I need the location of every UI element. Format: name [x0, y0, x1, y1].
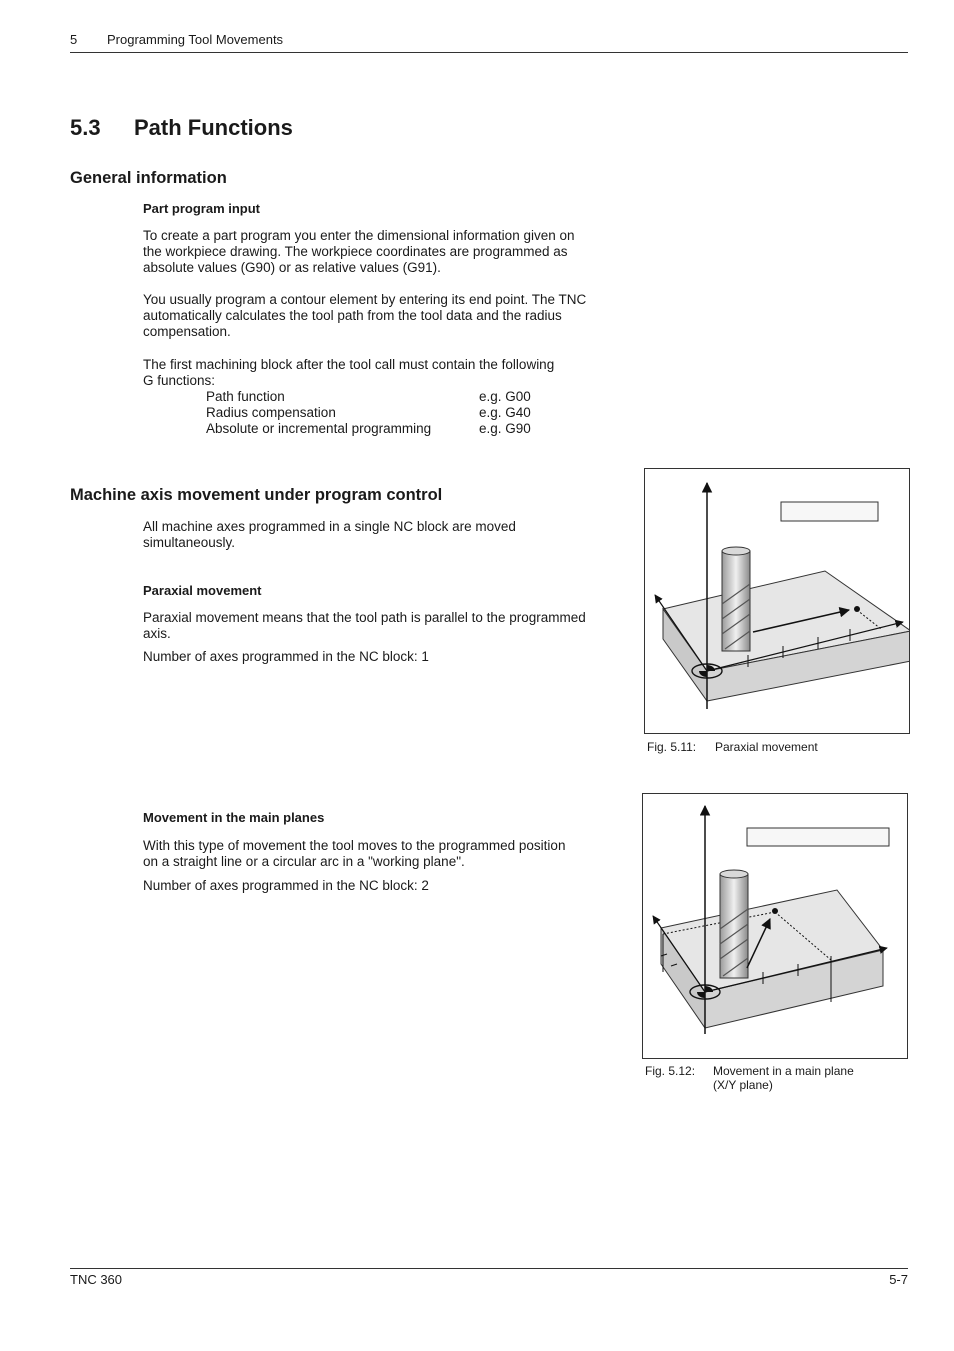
text-line: the workpiece drawing. The workpiece coordinates are programmed as — [143, 244, 568, 259]
table-row — [206, 405, 531, 421]
gfunction-name: Radius compensation — [206, 405, 336, 420]
gfunction-table — [206, 389, 531, 437]
machine-axis-intro — [143, 519, 628, 551]
mainplanes-description — [143, 838, 628, 870]
page-number: 5-7 — [889, 1272, 908, 1287]
text-line: axis. — [143, 626, 171, 641]
target-point — [854, 606, 860, 612]
part-program-paragraph-1 — [143, 228, 628, 276]
machine-axis-heading: Machine axis movement under program control — [70, 486, 443, 504]
section-title — [70, 115, 293, 141]
figure-label: Fig. 5.11: — [647, 740, 697, 754]
chapter-number: 5 — [70, 32, 78, 47]
figure-caption-5-12 — [645, 1064, 854, 1092]
caption-line: (X/Y plane) — [713, 1078, 773, 1092]
gfunction-example: e.g. G00 — [479, 389, 531, 404]
milling-tool — [720, 870, 748, 978]
milling-tool — [722, 547, 750, 651]
part-program-subheading: Part program input — [143, 201, 261, 216]
text-line: With this type of movement the tool moves to the programmed position — [143, 838, 566, 853]
text-line: simultaneously. — [143, 535, 236, 550]
figure-label: Fig. 5.12: — [645, 1064, 696, 1078]
gfunction-example: e.g. G40 — [479, 405, 531, 420]
text-line: The first machining block after the tool call must contain the following — [143, 357, 555, 372]
general-heading: General information — [70, 169, 227, 187]
text-line: absolute values (G90) or as relative values (G91). — [143, 260, 441, 275]
text-line: compensation. — [143, 324, 231, 339]
main-plane-illustration — [643, 794, 907, 1058]
figure-caption-5-11 — [647, 740, 818, 754]
gfunction-name: Absolute or incremental programming — [206, 421, 432, 436]
paraxial-subheading: Paraxial movement — [143, 583, 262, 598]
part-program-paragraph-3 — [143, 357, 628, 389]
text-line: To create a part program you enter the dimensional information given on — [143, 228, 575, 243]
caption-line: Movement in a main plane — [713, 1064, 854, 1078]
figure-paraxial — [644, 468, 910, 734]
text-line: automatically calculates the tool path from the tool data and the radius — [143, 308, 562, 323]
gfunction-example: e.g. G90 — [479, 421, 531, 436]
text-line: on a straight line or a circular arc in a "working plane". — [143, 854, 465, 869]
header-rule — [70, 52, 908, 53]
table-row — [206, 421, 531, 437]
paraxial-illustration — [645, 469, 909, 733]
text-line: Paraxial movement means that the tool path is parallel to the programmed — [143, 610, 586, 625]
mainplanes-axes-count: Number of axes programmed in the NC block: 2 — [143, 878, 429, 893]
footer-rule — [70, 1268, 908, 1269]
text-line: G functions: — [143, 373, 216, 388]
position-display-box — [781, 502, 878, 521]
gfunction-name: Path function — [206, 389, 285, 404]
table-row — [206, 389, 531, 405]
paraxial-axes-count: Number of axes programmed in the NC block: 1 — [143, 649, 429, 664]
paraxial-description — [143, 610, 628, 642]
text-line: You usually program a contour element by entering its end point. The TNC — [143, 292, 587, 307]
figure-caption-text: Paraxial movement — [715, 740, 818, 754]
part-program-paragraph-2 — [143, 292, 628, 340]
mainplanes-subheading: Movement in the main planes — [143, 810, 325, 825]
figure-main-plane — [642, 793, 908, 1059]
target-point — [772, 908, 778, 914]
footer-product: TNC 360 — [70, 1272, 123, 1287]
section-title-text: Path Functions — [134, 115, 293, 140]
chapter-title: Programming Tool Movements — [107, 32, 284, 47]
figure-caption-text — [713, 1064, 854, 1092]
section-number: 5.3 — [70, 115, 101, 140]
position-display-box — [747, 828, 889, 846]
text-line: All machine axes programmed in a single NC block are moved — [143, 519, 516, 534]
